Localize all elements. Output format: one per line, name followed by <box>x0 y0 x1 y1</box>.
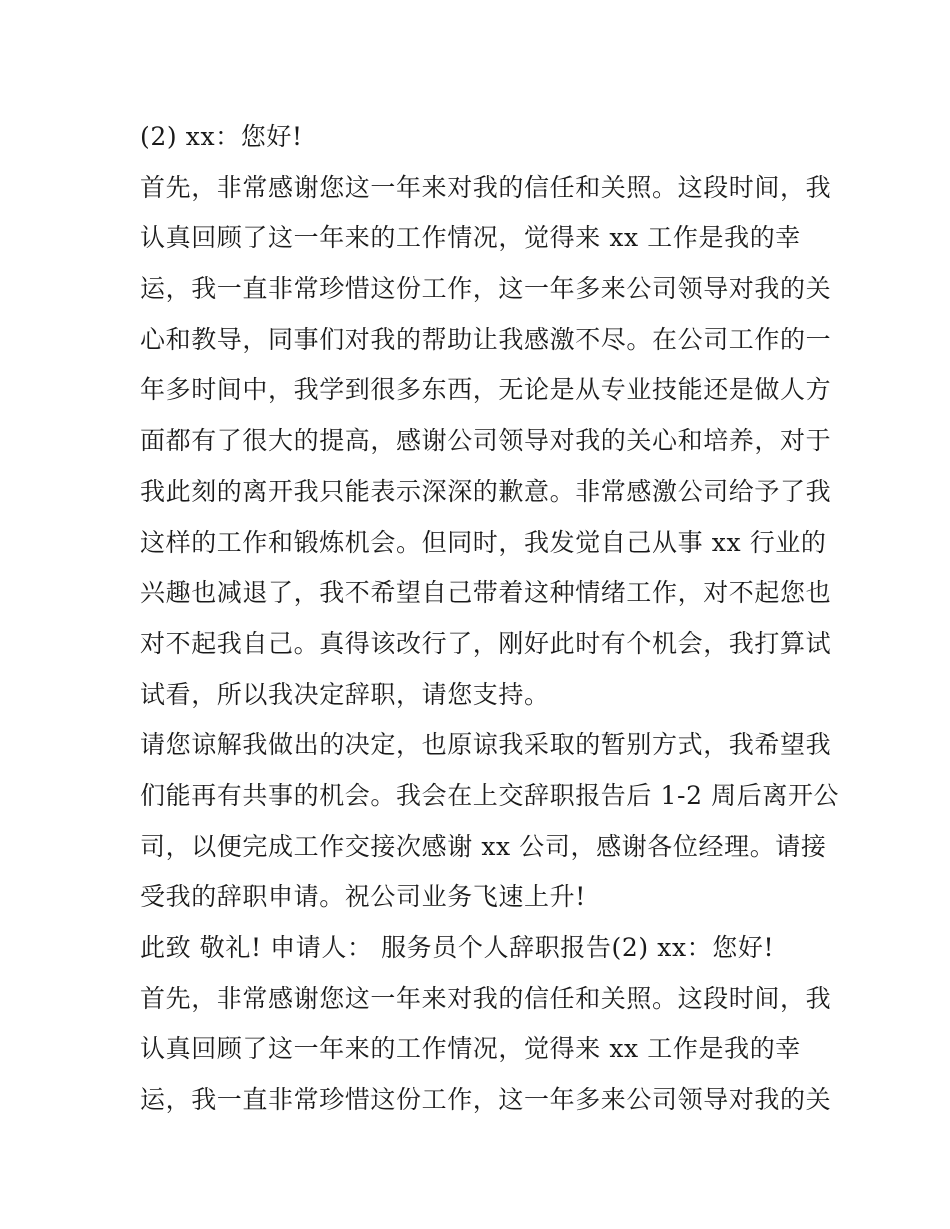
text-line: 运，我一直非常珍惜这份工作，这一年多来公司领导对我的关 <box>140 274 832 304</box>
text-line: 认真回顾了这一年来的工作情况，觉得来 xx 工作是我的幸 <box>140 1034 801 1064</box>
text-line: 这样的工作和锻炼机会。但同时，我发觉自己从事 xx 行业的 <box>140 527 827 557</box>
text-line: 兴趣也减退了，我不希望自己带着这种情绪工作，对不起您也 <box>140 578 832 608</box>
text-line: 此致 敬礼! 申请人： 服务员个人辞职报告(2) xx：您好! <box>140 933 775 962</box>
text-line: 司，以便完成工作交接次感谢 xx 公司，感谢各位经理。请接 <box>140 831 827 861</box>
text-line: 首先，非常感谢您这一年来对我的信任和关照。这段时间，我 <box>140 172 832 202</box>
text-line: 心和教导，同事们对我的帮助让我感激不尽。在公司工作的一 <box>140 324 832 354</box>
text-line: 认真回顾了这一年来的工作情况，觉得来 xx 工作是我的幸 <box>140 223 801 253</box>
text-line: 请您谅解我做出的决定，也原谅我采取的暂别方式，我希望我 <box>140 730 832 760</box>
text-line: 面都有了很大的提高，感谢公司领导对我的关心和培养，对于 <box>140 426 832 456</box>
text-line: 试看，所以我决定辞职，请您支持。 <box>140 679 550 709</box>
text-line: 对不起我自己。真得该改行了，刚好此时有个机会，我打算试 <box>140 628 832 658</box>
text-line: 受我的辞职申请。祝公司业务飞速上升! <box>140 882 586 912</box>
text-line: 首先，非常感谢您这一年来对我的信任和关照。这段时间，我 <box>140 983 832 1013</box>
text-line: 年多时间中，我学到很多东西，无论是从专业技能还是做人方 <box>140 375 832 405</box>
letter-body <box>140 112 840 1126</box>
text-line: (2) xx：您好! <box>140 122 303 151</box>
text-line: 我此刻的离开我只能表示深深的歉意。非常感激公司给予了我 <box>140 476 832 506</box>
text-line: 们能再有共事的机会。我会在上交辞职报告后 1-2 周后离开公 <box>140 780 840 810</box>
text-line: 运，我一直非常珍惜这份工作，这一年多来公司领导对我的关 <box>140 1085 832 1115</box>
